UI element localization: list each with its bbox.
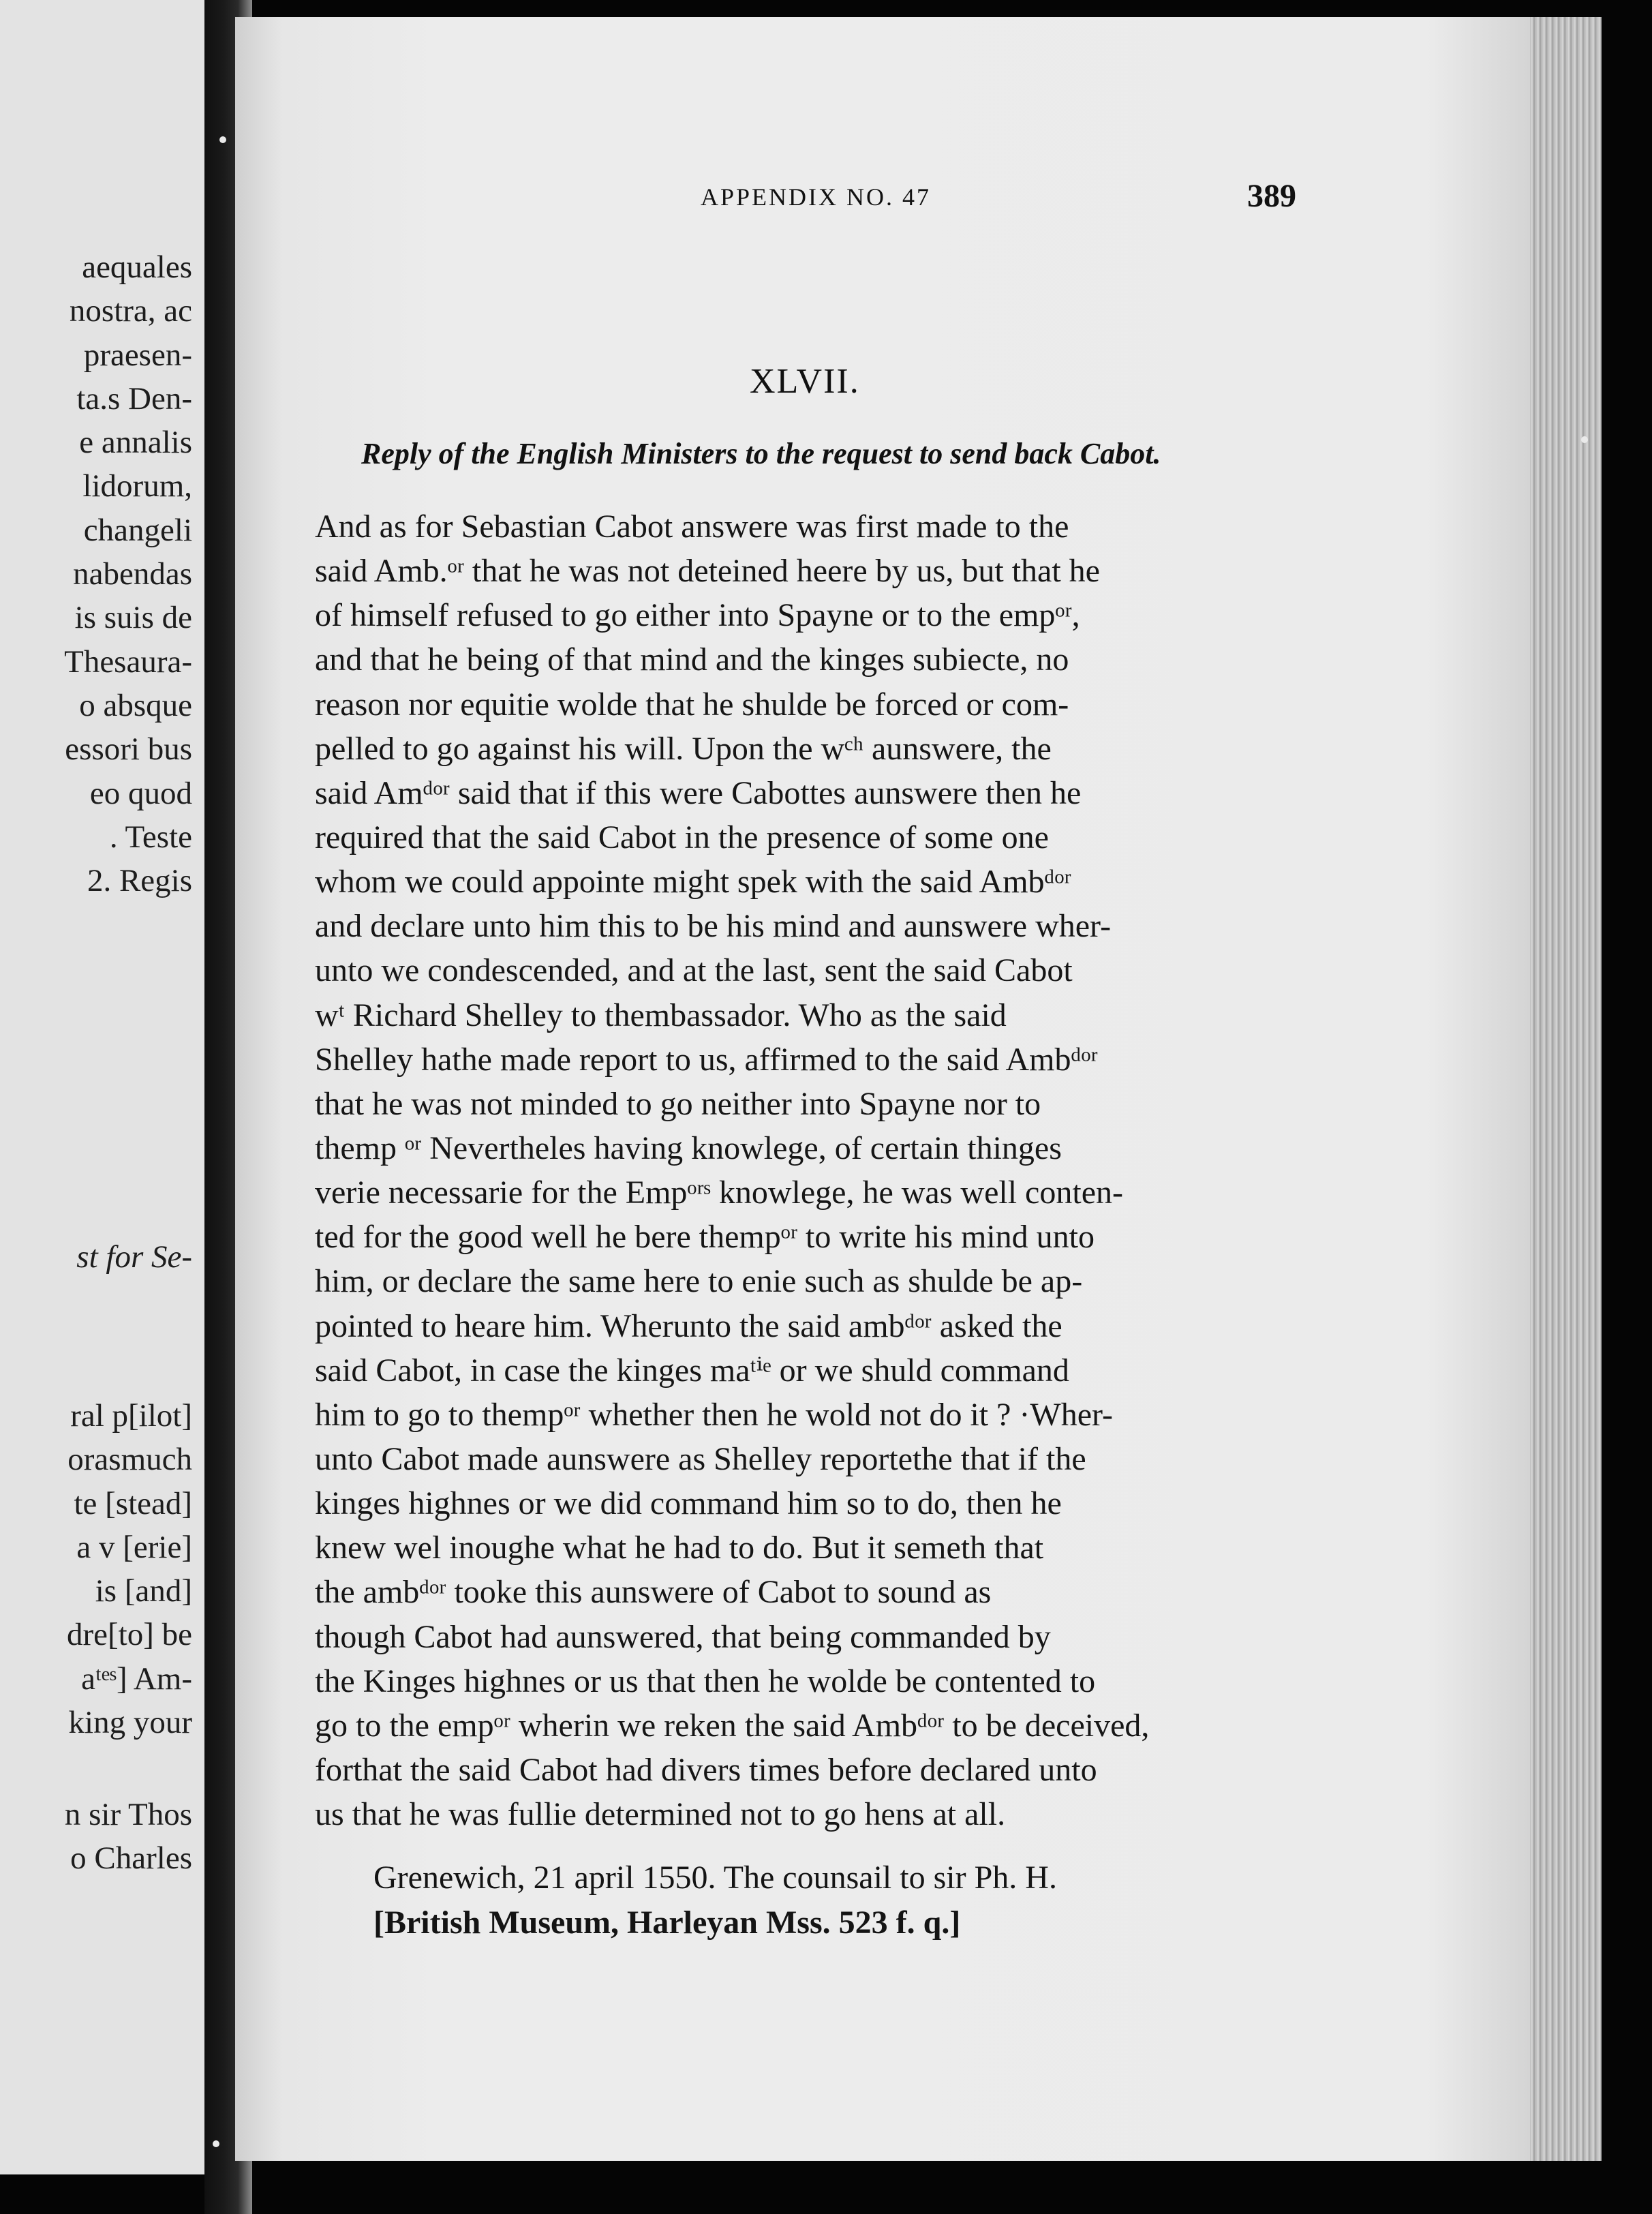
- body-line: forthat the said Cabot had divers times before declared unto: [315, 1751, 1097, 1788]
- body-line: him to go to thempᵒʳ whether then he wold not do it ? ·Wher-: [315, 1396, 1114, 1433]
- scan-speck: [213, 2140, 219, 2147]
- left-page-text-end: [65, 1793, 192, 1881]
- running-head: APPENDIX NO. 47: [701, 183, 932, 211]
- scan-speck: [1581, 436, 1588, 443]
- body-line: the Kinges highnes or us that then he wolde be contented to: [315, 1663, 1096, 1699]
- left-page-line: a v [erie]: [76, 1529, 192, 1565]
- left-page-line: is [and]: [95, 1573, 192, 1609]
- body-line: said Cabot, in case the kinges maᵗⁱᵉ or we shuld command: [315, 1352, 1069, 1389]
- scan-speck: [219, 136, 226, 143]
- left-page-line: . Teste: [109, 819, 192, 855]
- page-edges: [1530, 17, 1602, 2161]
- left-page-line: orasmuch: [67, 1442, 192, 1478]
- body-line: us that he was fullie determined not to go hens at all.: [315, 1796, 1006, 1833]
- left-page-line: ta.s Den-: [76, 380, 192, 416]
- left-page-line: is suis de: [74, 600, 192, 636]
- source-citation: [British Museum, Harleyan Mss. 523 f. q.]: [373, 1905, 961, 1941]
- left-page-line: nabendas: [73, 556, 192, 592]
- left-page-fragment: [0, 0, 204, 2174]
- body-line: themp ᵒʳ Nevertheles having knowlege, of certain thinges: [315, 1129, 1062, 1166]
- left-page-line: nostra, ac: [69, 293, 192, 329]
- left-page-text-bottom: [67, 1394, 192, 1744]
- left-page-line: essori bus: [65, 731, 192, 768]
- closing-line: Grenewich, 21 april 1550. The counsail to sir Ph. H.: [373, 1860, 1057, 1896]
- left-page-line: 2. Regis: [87, 863, 192, 899]
- body-line: whom we could appointe might spek with the said Ambᵈᵒʳ: [315, 864, 1071, 900]
- left-page-line: dre[to] be: [67, 1617, 192, 1653]
- body-line: that he was not minded to go neither into Spayne nor to: [315, 1085, 1041, 1122]
- left-page-text-top: [64, 245, 192, 903]
- body-line: kinges highnes or we did command him so to do, then he: [315, 1485, 1062, 1522]
- left-page-line: praesen-: [83, 337, 192, 373]
- left-page-line: ral p[ilot]: [70, 1398, 192, 1434]
- body-line: unto we condescended, and at the last, sent the said Cabot: [315, 952, 1073, 989]
- left-page-line: o Charles: [70, 1840, 192, 1877]
- body-line: wᵗ Richard Shelley to thembassador. Who as the said: [315, 997, 1007, 1033]
- body-line: though Cabot had aunswered, that being commanded by: [315, 1618, 1051, 1655]
- left-page-line: changeli: [83, 512, 192, 548]
- body-line: ted for the good well he bere thempᵒʳ to write his mind unto: [315, 1219, 1095, 1256]
- left-page-line: lidorum,: [82, 468, 192, 504]
- body-line: and declare unto him this to be his mind and aunswere wher-: [315, 908, 1112, 945]
- body-line: and that he being of that mind and the kinges subiecte, no: [315, 641, 1069, 678]
- document-subtitle: Reply of the English Ministers to the request to send back Cabot.: [361, 437, 1161, 470]
- body-line: unto Cabot made aunswere as Shelley reportethe that if the: [315, 1440, 1086, 1477]
- section-title: XLVII.: [750, 362, 860, 401]
- body-line: And as for Sebastian Cabot answere was first made to the: [315, 509, 1069, 545]
- left-page-line: te [stead]: [74, 1485, 192, 1521]
- left-page-heading-line: st for Se-: [76, 1239, 192, 1275]
- body-line: go to the empᵒʳ wherin we reken the said Ambᵈᵒʳ to be deceived,: [315, 1707, 1150, 1744]
- left-page-line: eo quod: [89, 775, 192, 811]
- body-line: verie necessarie for the Empᵒʳˢ knowlege, he was well conten-: [315, 1174, 1123, 1211]
- body-line: the ambᵈᵒʳ tooke this aunswere of Cabot to sound as: [315, 1574, 992, 1611]
- body-line: said Amb.ᵒʳ that he was not deteined heere by us, but that he: [315, 553, 1100, 590]
- left-page-line: aequales: [82, 249, 192, 285]
- body-line: Shelley hathe made report to us, affirmed to the said Ambᵈᵒʳ: [315, 1041, 1098, 1078]
- left-page-line: o absque: [79, 687, 192, 723]
- left-page-italic-heading: [76, 1235, 192, 1279]
- body-line: required that the said Cabot in the presence of some one: [315, 819, 1049, 855]
- left-page-line: aᵗᵉˢ] Am-: [81, 1660, 192, 1697]
- left-page-line: Thesaura-: [64, 643, 192, 680]
- body-line: him, or declare the same here to enie such as shulde be ap-: [315, 1263, 1083, 1300]
- left-page-line: king your: [68, 1705, 192, 1741]
- body-line: said Amᵈᵒʳ said that if this were Cabottes aunswere then he: [315, 774, 1082, 811]
- body-line: pointed to heare him. Wherunto the said ambᵈᵒʳ asked the: [315, 1307, 1062, 1344]
- left-page-line: e annalis: [79, 425, 192, 461]
- left-page-line: n sir Thos: [64, 1797, 192, 1832]
- body-line: reason nor equitie wolde that he shulde be forced or com-: [315, 686, 1069, 723]
- body-line: pelled to go against his will. Upon the wᶜʰ aunswere, the: [315, 730, 1052, 767]
- body-line: of himself refused to go either into Spayne or to the empᵒʳ,: [315, 597, 1080, 634]
- body-line: knew wel inoughe what he had to do. But it semeth that: [315, 1530, 1044, 1566]
- page-number: 389: [1247, 178, 1296, 214]
- letter-body: [315, 504, 1310, 1836]
